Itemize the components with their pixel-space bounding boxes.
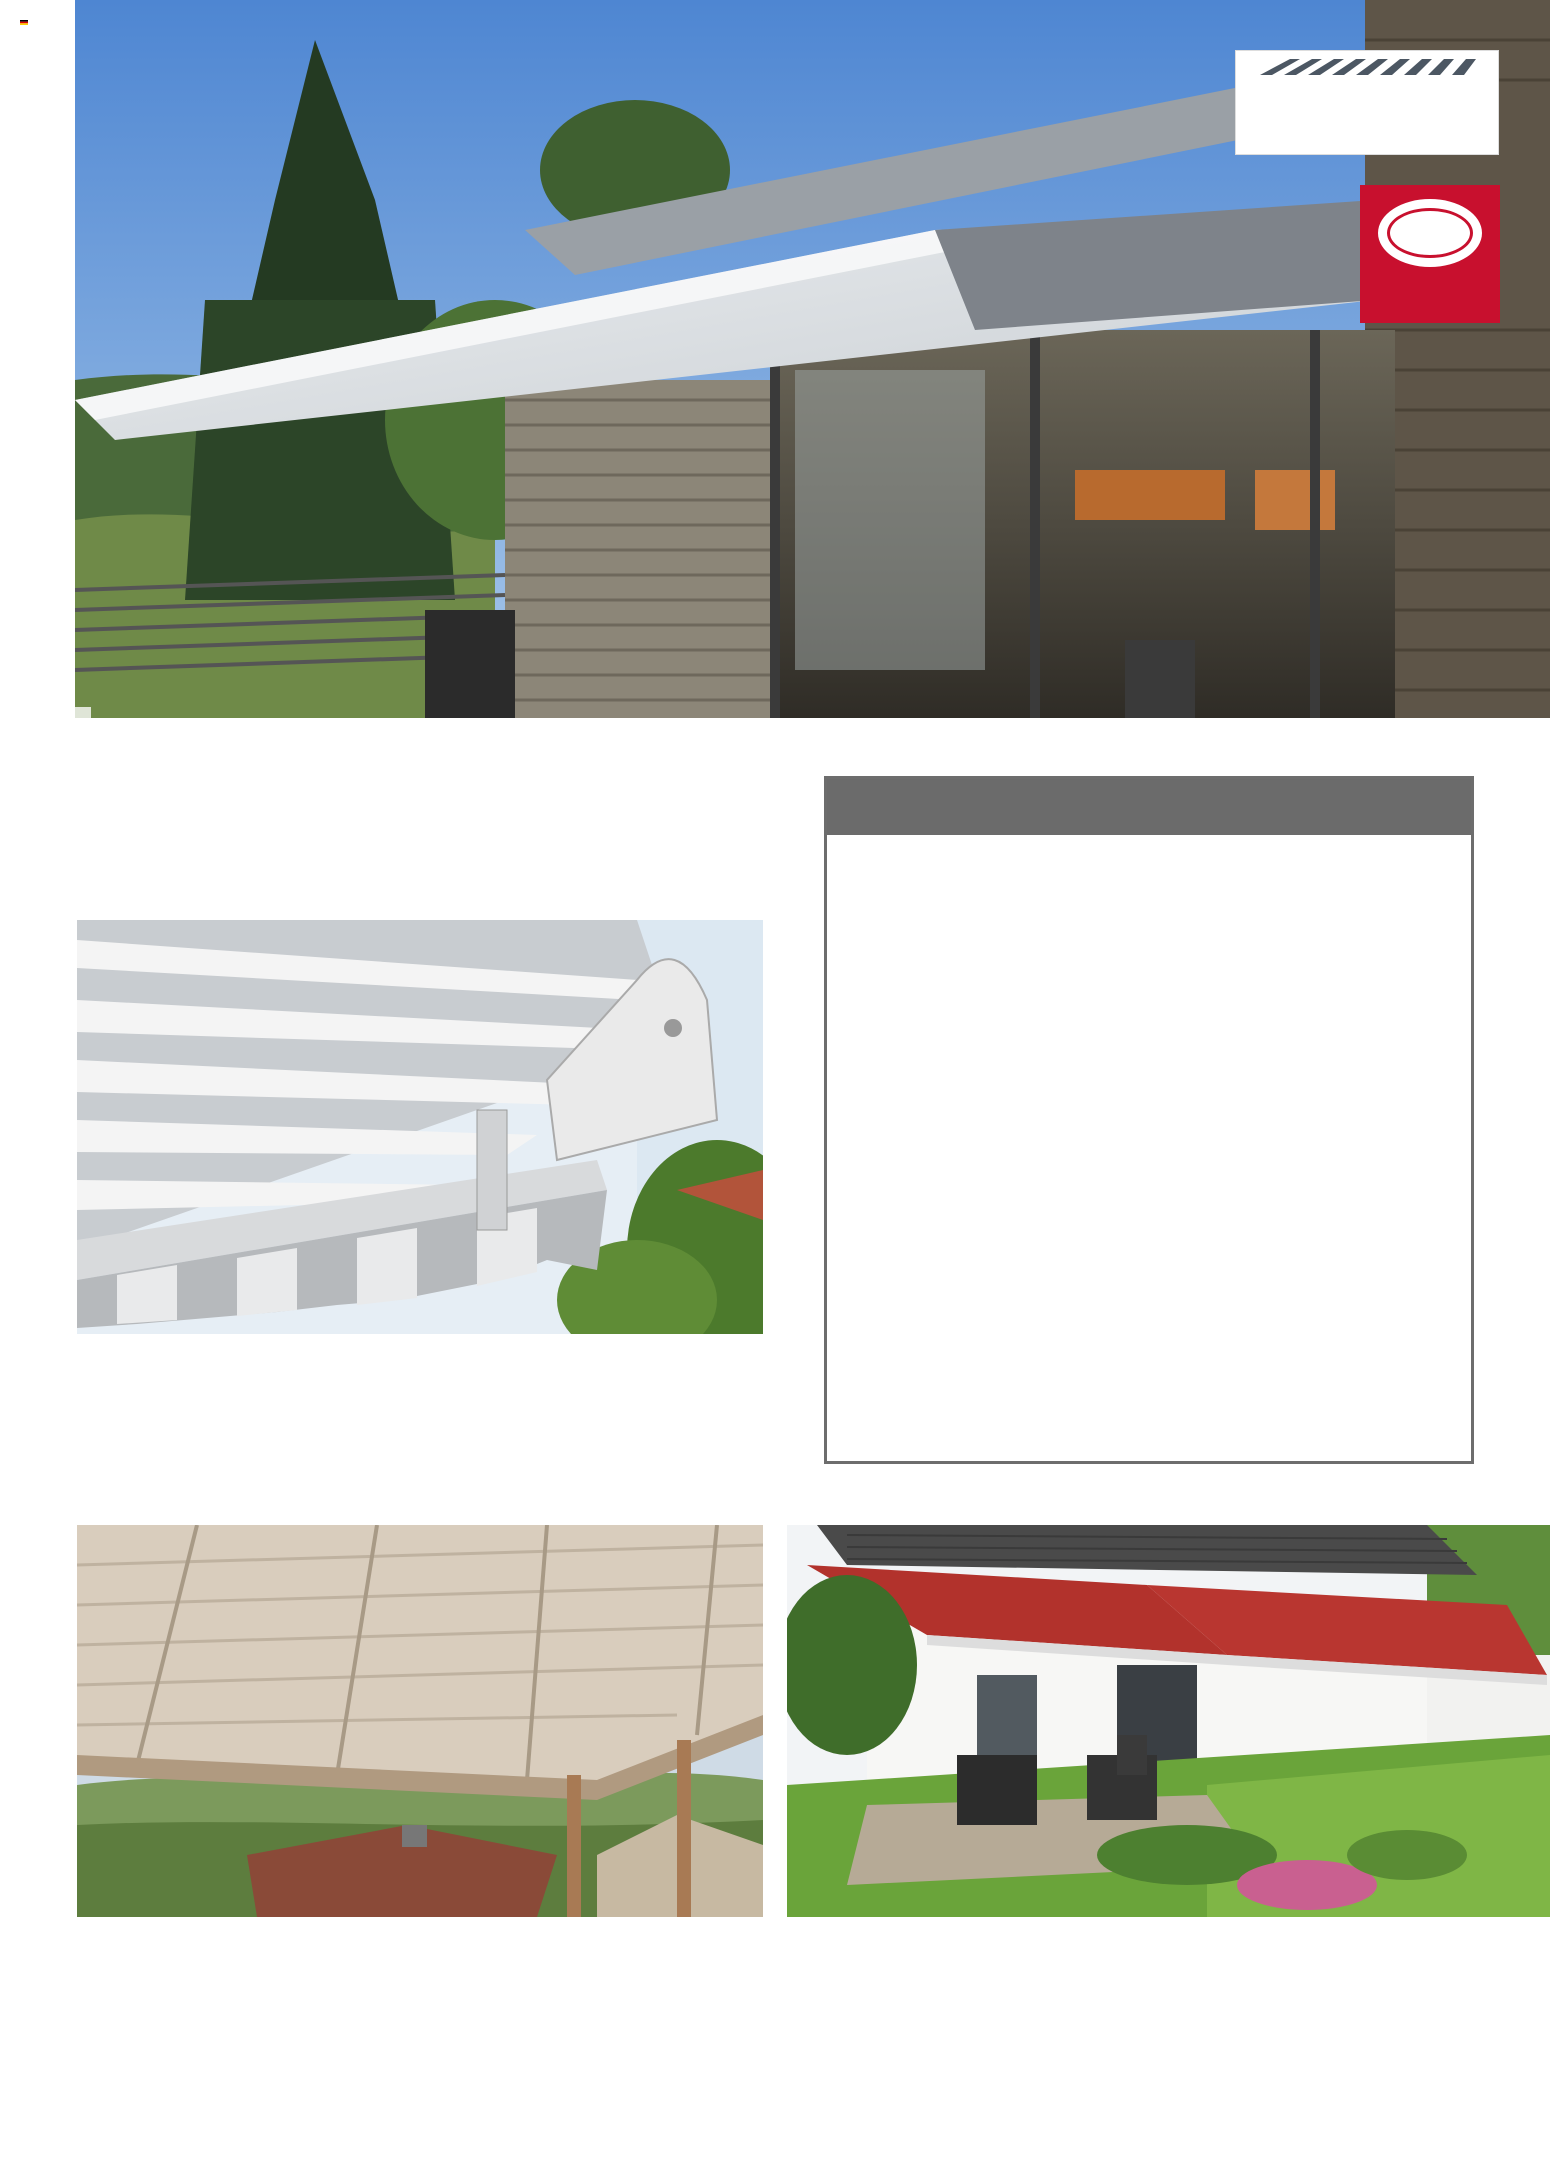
ciara-description [77, 1356, 797, 1432]
design-box-intro [854, 857, 1454, 933]
made-in-germany-badge [1360, 185, 1500, 323]
innenbeschattung-description [77, 1938, 797, 2039]
s-compact-description [77, 752, 797, 828]
classic-photo [787, 1525, 1550, 1917]
ciara-text [77, 1356, 797, 1432]
innenbeschattung-photo [77, 1525, 763, 1917]
d-oval-icon [1378, 199, 1482, 267]
innenbeschattung-text [77, 1938, 797, 2039]
logo-awning-stripes [1250, 59, 1486, 75]
hero-caption [75, 707, 91, 718]
classic-description [786, 1938, 1506, 2014]
design-box-header [827, 779, 1471, 835]
design-selection-box [824, 776, 1474, 1464]
flag-mark [20, 20, 28, 25]
wismar-logo [1235, 50, 1499, 155]
page-footer [1472, 2141, 1512, 2171]
classic-text [786, 1938, 1506, 2014]
s-compact-text [77, 752, 797, 828]
ciara-photo [77, 920, 763, 1334]
